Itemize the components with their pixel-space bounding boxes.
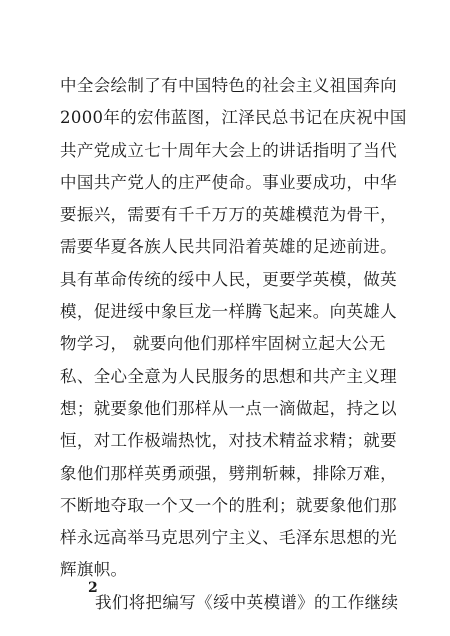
text-line: 想；就要象他们那样从一点一滴做起，持之以 [60,398,397,418]
body-text [60,70,420,619]
text-line: 需要华夏各族人民共同沿着英雄的足迹前进。 [60,237,397,257]
text-line: 不断地夺取一个又一个的胜利；就要象他们那 [60,495,397,515]
text-line: 2000年的宏伟蓝图，江泽民总书记在庆祝中国 [60,108,407,128]
text-line: 要振兴，需要有千千万万的英雄模范为骨干， [60,205,397,225]
text-line: 模，促进绥中象巨龙一样腾飞起来。向英雄人 [60,302,397,322]
text-line: 样永远高举马克思列宁主义、毛泽东思想的光 [60,528,397,548]
page-number: 2 [88,580,98,596]
text-line: 象他们那样英勇顽强，劈荆斩棘，排除万难， [60,463,397,483]
text-line: 物学习， 就要向他们那样牢固树立起大公无 [60,334,386,354]
text-line: 具有革命传统的绥中人民，更要学英模，做英 [60,269,397,289]
paragraph-start-line: 我们将把编写《绥中英模谱》的工作继续 [95,592,399,612]
text-line: 私、全心全意为人民服务的思想和共产主义理 [60,366,397,386]
text-line: 中国共产党人的庄严使命。事业要成功，中华 [60,172,397,192]
text-line: 恒，对工作极端热忱，对技术精益求精；就要 [60,431,397,451]
text-line: 辉旗帜。 [60,560,128,580]
text-line: 中全会绘制了有中国特色的社会主义祖国奔向 [60,76,397,95]
text-line: 共产党成立七十周年大会上的讲话指明了当代 [60,140,397,160]
